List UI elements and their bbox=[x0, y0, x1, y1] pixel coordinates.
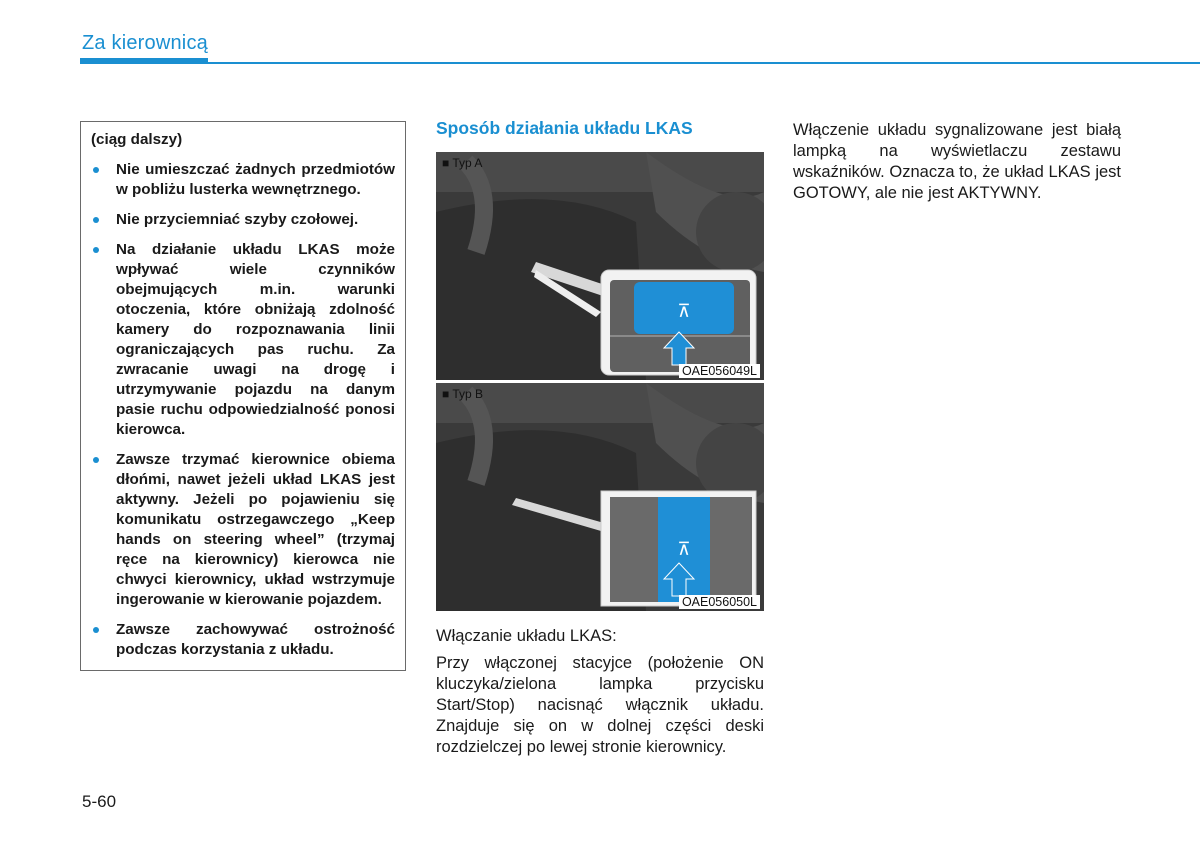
header-rule bbox=[80, 62, 1200, 64]
page-number: 5-60 bbox=[82, 792, 117, 811]
list-item: Zawsze trzymać kierownice obiema dłońmi, nawet jeżeli układ LKAS jest aktywny. Jeżeli po pojawieniu się komunikatu ostrzegawczego „Keep hands on steering wheel” (trzymaj ręce na kierownicy) kierowca nie chwyci kierownicy, układ wstrzymuje ingerowanie w kierowanie pojazdem. bbox=[91, 450, 395, 610]
caution-box bbox=[80, 121, 406, 671]
list-item: Nie umieszczać żadnych przedmiotów w pobliżu lusterka wewnętrznego. bbox=[91, 160, 395, 200]
list-item: Na działanie układu LKAS może wpływać wiele czynników obejmujących m.in. warunki otoczenia, które obniżają zdolność kamery do rozpoznawania linii ograniczających pas ruchu. Za zwracanie uwagi na drogę i utrzymywanie pojazdu na danym pasie ruchu odpowiedzialność ponosi kierowca. bbox=[91, 240, 395, 440]
figure-type-a bbox=[436, 152, 764, 380]
paragraph-indicator: Włączenie układu sygnalizowane jest białą lampką na wyświetlaczu zestawu wskaźników. Oznacza to, że układ LKAS jest GOTOWY, ale nie jest AKTYWNY. bbox=[793, 121, 1121, 202]
caution-list bbox=[91, 160, 395, 660]
list-item: Zawsze zachowywać ostrożność podczas korzystania z układu. bbox=[91, 620, 395, 660]
bullet-icon bbox=[93, 217, 99, 223]
figure-tag: ■ Typ A bbox=[442, 156, 483, 170]
figure-code: OAE056050L bbox=[679, 595, 760, 609]
list-item: Nie przyciemniać szyby czołowej. bbox=[91, 210, 395, 230]
paragraph-enable-instructions: Przy włączonej stacyjce (położenie ON kluczyka/zielona lampka przycisku Start/Stop) nacisnąć włącznik układu. Znajduje się on w dolnej części deski rozdzielczej po lewej stronie kierownicy. bbox=[436, 654, 764, 756]
svg-text:⊼: ⊼ bbox=[677, 539, 691, 560]
bullet-icon bbox=[93, 247, 99, 253]
paragraph-enable-heading: Włączanie układu LKAS: bbox=[436, 627, 617, 645]
section-title: Sposób działania układu LKAS bbox=[436, 118, 693, 138]
bullet-icon bbox=[93, 457, 99, 463]
dashboard-photo-a bbox=[436, 152, 764, 380]
bullet-icon bbox=[93, 627, 99, 633]
svg-text:⊼: ⊼ bbox=[677, 301, 691, 322]
header-title: Za kierownicą bbox=[82, 32, 208, 54]
bullet-icon bbox=[93, 167, 99, 173]
dashboard-photo-b bbox=[436, 383, 764, 611]
figure-code: OAE056049L bbox=[679, 364, 760, 378]
figure-type-b bbox=[436, 383, 764, 611]
continued-label: (ciąg dalszy) bbox=[91, 131, 183, 148]
figure-tag: ■ Typ B bbox=[442, 387, 484, 401]
